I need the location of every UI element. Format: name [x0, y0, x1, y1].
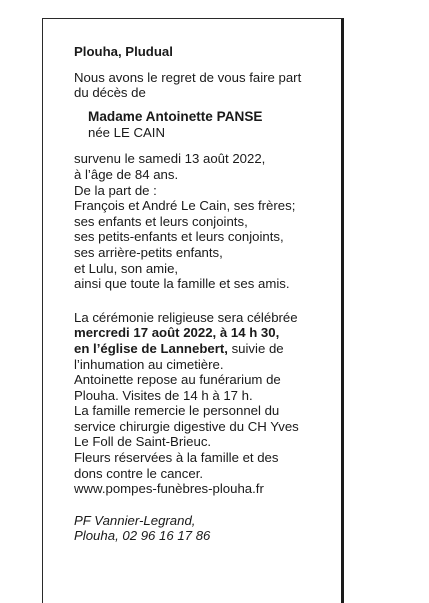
family-line: ses arrière-petits enfants, [74, 244, 223, 260]
ceremony-block [74, 310, 336, 497]
family-line: ses enfants et leurs conjoints, [74, 213, 248, 229]
website-text: www.pompes-funèbres-plouha.fr [74, 481, 264, 497]
ceremony-line: La cérémonie religieuse sera célébrée [74, 309, 298, 325]
intro-line: Nous avons le regret de vous faire part [74, 69, 302, 85]
ceremony-line: l’inhumation au cimetière. [74, 356, 224, 372]
deceased-name: Madame Antoinette PANSE [88, 108, 263, 124]
ceremony-place-rest: suivie de [227, 340, 284, 356]
family-line: à l’âge de 84 ans. [74, 166, 179, 182]
family-line: ses petits-enfants et leurs conjoints, [74, 229, 284, 245]
ceremony-line: La famille remercie le personnel du [74, 403, 280, 419]
family-line: ainsi que toute la famille et ses amis. [74, 276, 290, 292]
deceased-maiden-name: née LE CAIN [88, 124, 165, 140]
family-block [74, 151, 336, 291]
funeral-home-contact: Plouha, 02 96 16 17 86 [74, 528, 211, 544]
intro-text [74, 70, 336, 101]
family-line: survenu le samedi 13 août 2022, [74, 151, 266, 167]
ceremony-date: mercredi 17 août 2022, à 14 h 30, [74, 325, 280, 341]
ceremony-line: Fleurs réservées à la famille et des [74, 450, 279, 466]
ceremony-line: Plouha. Visites de 14 h à 17 h. [74, 387, 253, 403]
ceremony-church: en l’église de Lannebert, [74, 340, 228, 356]
ceremony-line: Antoinette repose au funérarium de [74, 372, 281, 388]
ceremony-line: Le Foll de Saint-Brieuc. [74, 434, 212, 450]
deceased-block [74, 108, 336, 141]
family-line: et Lulu, son amie, [74, 260, 179, 276]
ceremony-line: service chirurgie digestive du CH Yves [74, 418, 299, 434]
family-line: De la part de : [74, 182, 157, 198]
intro-line: du décès de [74, 85, 146, 101]
ceremony-place-line [74, 341, 336, 357]
notice-content [74, 44, 336, 544]
ceremony-line: dons contre le cancer. [74, 465, 204, 481]
funeral-home-block [74, 513, 336, 544]
family-line: François et André Le Cain, ses frères; [74, 198, 296, 214]
funeral-home-name: PF Vannier-Legrand, [74, 512, 196, 528]
obituary-notice [42, 18, 344, 603]
notice-location: Plouha, Pludual [74, 44, 173, 59]
